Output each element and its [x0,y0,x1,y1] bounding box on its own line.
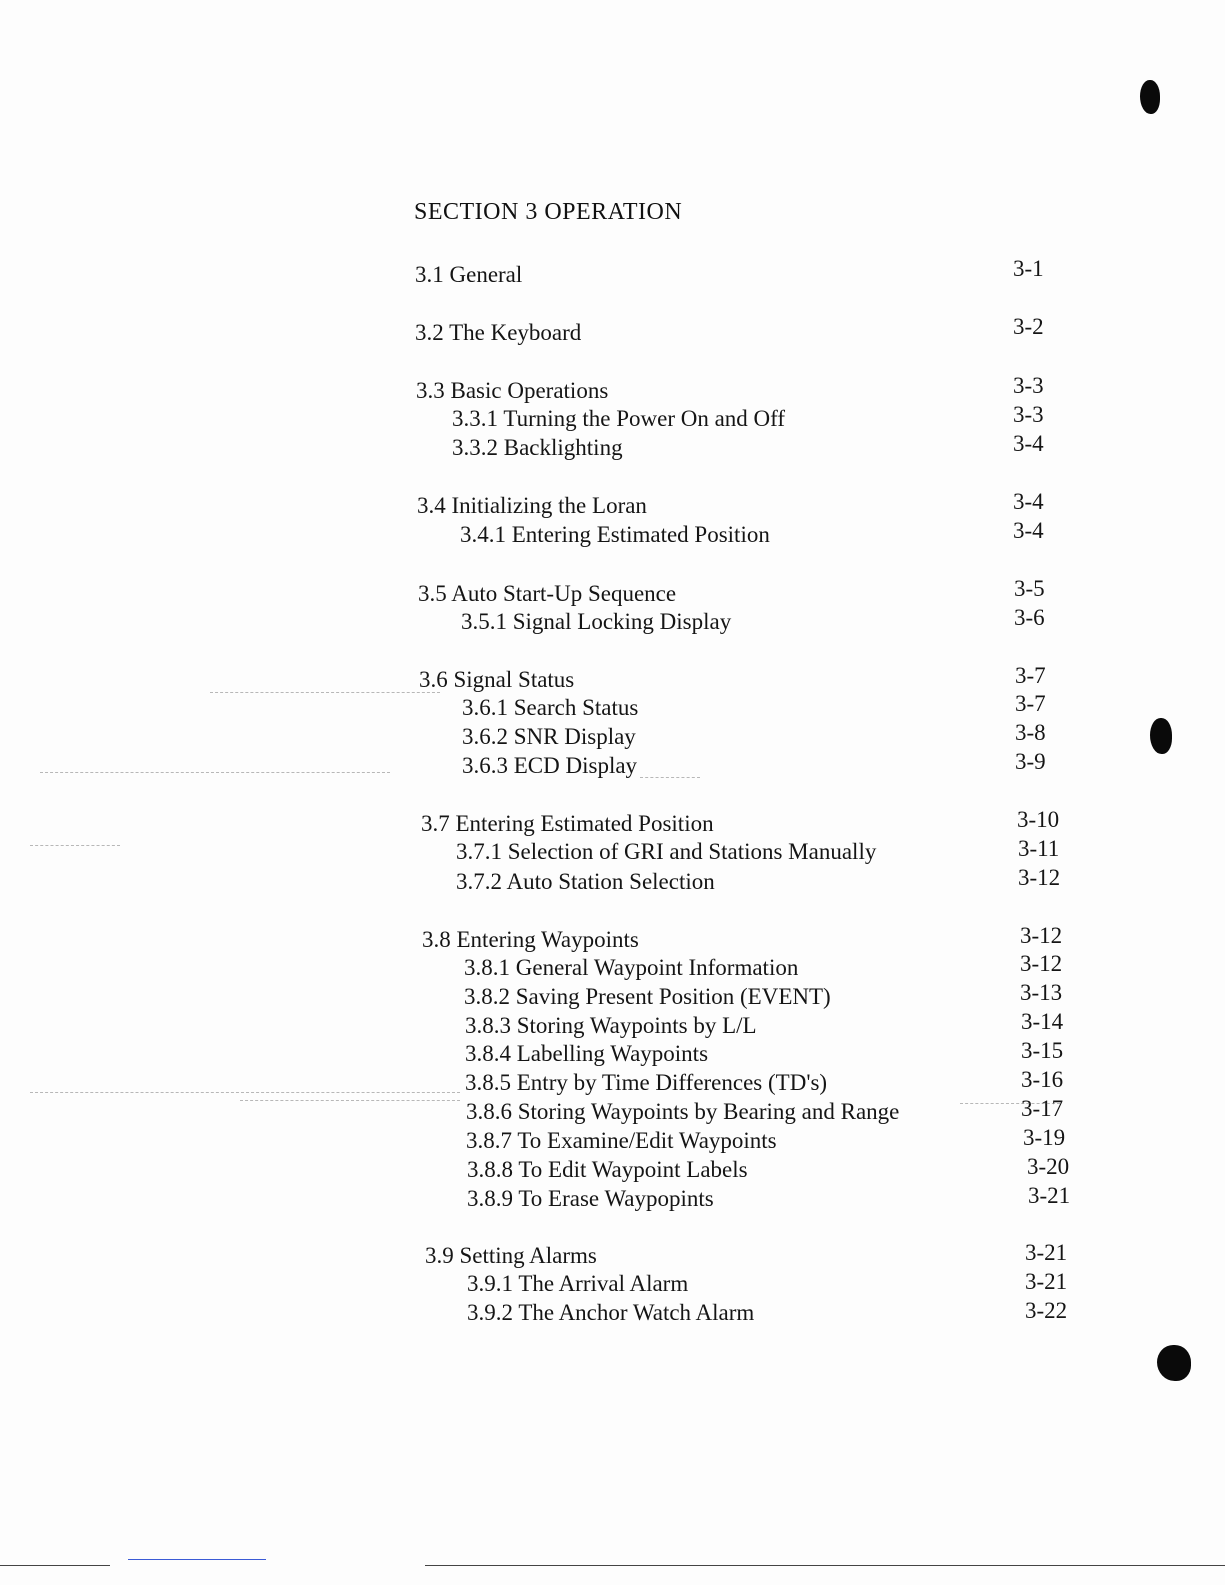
toc-entry-3-6-1: 3.6.1 Search Status [462,695,639,720]
scan-streak [240,1100,460,1102]
toc-entry-3-8-2: 3.8.2 Saving Present Position (EVENT) [464,984,831,1009]
toc-entry-3-6-2: 3.6.2 SNR Display [462,724,636,749]
toc-entry-3-6: 3.6 Signal Status [419,667,575,692]
toc-entry-3-9-2: 3.9.2 The Anchor Watch Alarm [467,1300,755,1325]
toc-page-3-6-1: 3-7 [1015,691,1046,716]
toc-page-3-6-2: 3-8 [1015,720,1046,745]
scan-streak [40,772,390,774]
toc-page-3-8-1: 3-12 [1020,951,1063,976]
binder-hole-mark [1140,80,1160,114]
toc-page-3-2: 3-2 [1013,314,1044,339]
toc-entry-3-3-2: 3.3.2 Backlighting [452,435,623,460]
toc-entry-3-4-1: 3.4.1 Entering Estimated Position [460,522,770,547]
toc-page-3-7-1: 3-11 [1018,836,1060,861]
toc-entry-3-8-6: 3.8.6 Storing Waypoints by Bearing and Range [466,1099,900,1124]
toc-entry-3-4: 3.4 Initializing the Loran [417,493,647,518]
toc-entry-3-8: 3.8 Entering Waypoints [422,927,639,952]
toc-entry-3-1: 3.1 General [415,262,523,287]
toc-page-3-3-2: 3-4 [1013,431,1044,456]
toc-page-3-5: 3-5 [1014,576,1045,601]
bottom-rule [0,1565,110,1566]
toc-entry-3-7: 3.7 Entering Estimated Position [421,811,714,836]
toc-entry-3-5: 3.5 Auto Start-Up Sequence [418,581,677,606]
toc-page-3-7-2: 3-12 [1018,865,1061,890]
toc-page-3-9-2: 3-22 [1025,1298,1068,1323]
section-title: SECTION 3 OPERATION [414,199,683,225]
toc-entry-3-3: 3.3 Basic Operations [416,378,609,403]
toc-entry-3-8-3: 3.8.3 Storing Waypoints by L/L [465,1013,757,1038]
toc-page-3-8-2: 3-13 [1020,980,1063,1005]
scan-streak [30,1092,460,1094]
toc-entry-3-3-1: 3.3.1 Turning the Power On and Off [452,406,786,431]
toc-page-3-8-9: 3-21 [1028,1183,1071,1208]
toc-page-3-8-6: 3-17 [1021,1096,1064,1121]
toc-entry-3-8-1: 3.8.1 General Waypoint Information [464,955,799,980]
toc-page-3-3: 3-3 [1013,373,1044,398]
toc-page-3-9-1: 3-21 [1025,1269,1068,1294]
binder-hole-mark [1150,718,1172,754]
toc-page-3-8: 3-12 [1020,923,1063,948]
toc-entry-3-5-1: 3.5.1 Signal Locking Display [461,609,732,634]
toc-page-3-6: 3-7 [1015,663,1046,688]
bottom-rule [425,1565,1225,1566]
toc-entry-3-8-5: 3.8.5 Entry by Time Differences (TD's) [465,1070,828,1095]
toc-entry-3-9-1: 3.9.1 The Arrival Alarm [467,1271,689,1296]
toc-page-3-8-7: 3-19 [1023,1125,1066,1150]
toc-page-3-3-1: 3-3 [1013,402,1044,427]
toc-page-3-8-8: 3-20 [1027,1154,1070,1179]
toc-entry-3-7-2: 3.7.2 Auto Station Selection [456,869,715,894]
toc-page-3-4-1: 3-4 [1013,518,1044,543]
toc-entry-3-8-7: 3.8.7 To Examine/Edit Waypoints [466,1128,777,1153]
toc-page-3-5-1: 3-6 [1014,605,1045,630]
toc-page-3-1: 3-1 [1013,256,1044,281]
toc-page-3-7: 3-10 [1017,807,1060,832]
bottom-rule [128,1559,266,1560]
scan-streak [30,845,120,847]
toc-page-3-8-4: 3-15 [1021,1038,1064,1063]
toc-page-3-6-3: 3-9 [1015,749,1046,774]
toc-page-3-9: 3-21 [1025,1240,1068,1265]
toc-entry-3-8-8: 3.8.8 To Edit Waypoint Labels [467,1157,748,1182]
toc-entry-3-6-3: 3.6.3 ECD Display [462,753,638,778]
toc-page-3-4: 3-4 [1013,489,1044,514]
binder-hole-mark [1157,1345,1191,1381]
toc-page-3-8-5: 3-16 [1021,1067,1064,1092]
scan-streak [210,692,440,694]
scan-streak [960,1103,1060,1105]
toc-entry-3-8-9: 3.8.9 To Erase Waypopints [467,1186,714,1211]
toc-page-3-8-3: 3-14 [1021,1009,1064,1034]
toc-entry-3-2: 3.2 The Keyboard [415,320,582,345]
toc-entry-3-9: 3.9 Setting Alarms [425,1243,597,1268]
toc-entry-3-7-1: 3.7.1 Selection of GRI and Stations Manually [456,839,877,864]
scan-streak [640,777,700,779]
toc-entry-3-8-4: 3.8.4 Labelling Waypoints [465,1041,709,1066]
